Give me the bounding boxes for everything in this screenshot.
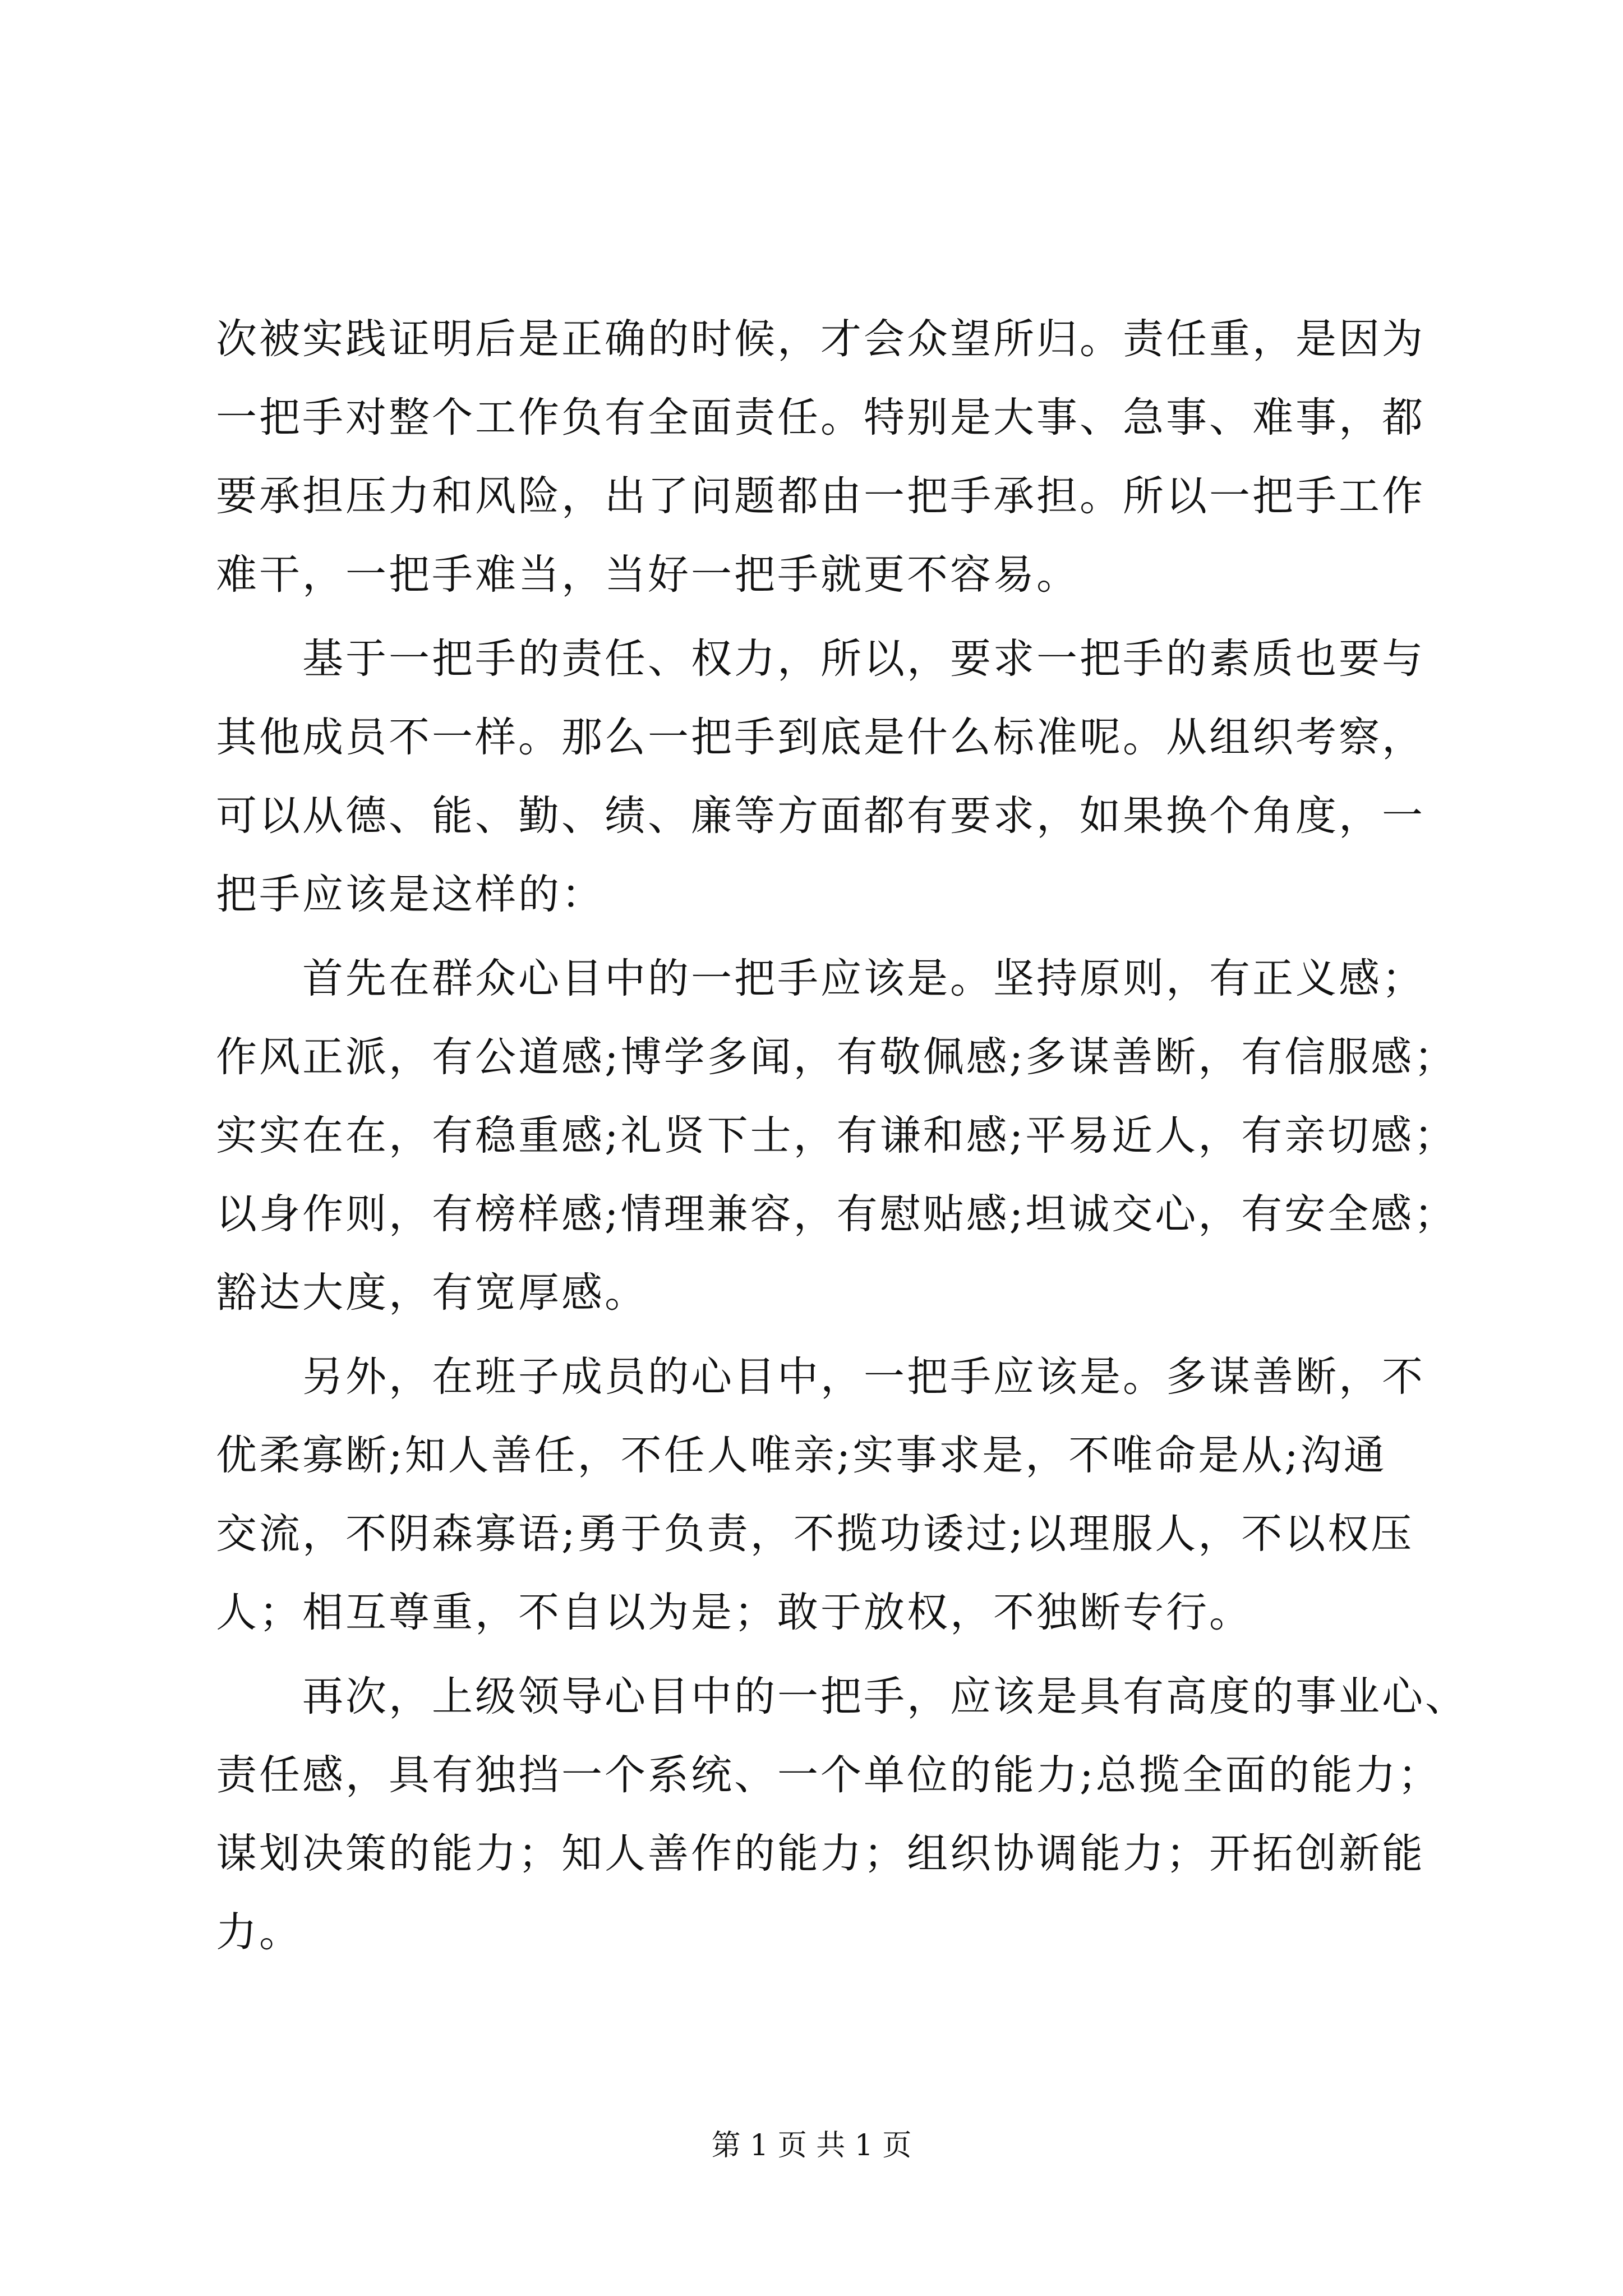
body-text-line: 豁达大度，有宽厚感。 (216, 1269, 648, 1317)
body-text-line: 作风正派，有公道感;博学多闻，有敬佩感;多谋善断，有信服感； (216, 1033, 1458, 1081)
body-text-line: 人；相互尊重，不自以为是；敢于放权，不独断专行。 (216, 1589, 1252, 1636)
body-text-line: 再次，上级领导心目中的一把手，应该是具有高度的事业心、 (216, 1673, 1468, 1720)
body-text-line: 优柔寡断;知人善任，不任人唯亲;实事求是，不唯命是从;沟通 (216, 1432, 1387, 1479)
body-text-line: 其他成员不一样。那么一把手到底是什么标准呢。从组织考察， (216, 714, 1425, 761)
body-text-line: 要承担压力和风险，出了问题都由一把手承担。所以一把手工作 (216, 472, 1425, 520)
body-text-line: 以身作则，有榜样感;情理兼容，有慰贴感;坦诚交心，有安全感； (216, 1190, 1458, 1238)
body-text-line: 力。 (216, 1908, 302, 1956)
body-text-line: 一把手对整个工作负有全面责任。特别是大事、急事、难事，都 (216, 394, 1425, 441)
body-text-line: 把手应该是这样的： (216, 871, 605, 918)
body-text-line: 谋划决策的能力；知人善作的能力；组织协调能力；开拓创新能 (216, 1830, 1425, 1878)
body-text-line: 次被实践证明后是正确的时候，才会众望所归。责任重，是因为 (216, 315, 1425, 363)
page-number-footer: 第 1 页 共 1 页 (711, 2129, 912, 2162)
body-text-line: 基于一把手的责任、权力，所以，要求一把手的素质也要与 (216, 635, 1425, 683)
body-text-line: 可以从德、能、勤、绩、廉等方面都有要求，如果换个角度，一 (216, 792, 1425, 840)
body-text-line: 难干，一把手难当，当好一把手就更不容易。 (216, 551, 1080, 599)
body-text-line: 另外，在班子成员的心目中，一把手应该是。多谋善断，不 (216, 1353, 1425, 1401)
body-text-line: 实实在在，有稳重感;礼贤下士，有谦和感;平易近人，有亲切感； (216, 1112, 1458, 1159)
body-text-line: 首先在群众心目中的一把手应该是。坚持原则，有正义感； (216, 955, 1425, 1002)
body-text-line: 交流，不阴森寡语;勇于负责，不揽功诿过;以理服人，不以权压 (216, 1510, 1414, 1558)
body-text-line: 责任感，具有独挡一个系统、一个单位的能力;总揽全面的能力； (216, 1751, 1441, 1799)
